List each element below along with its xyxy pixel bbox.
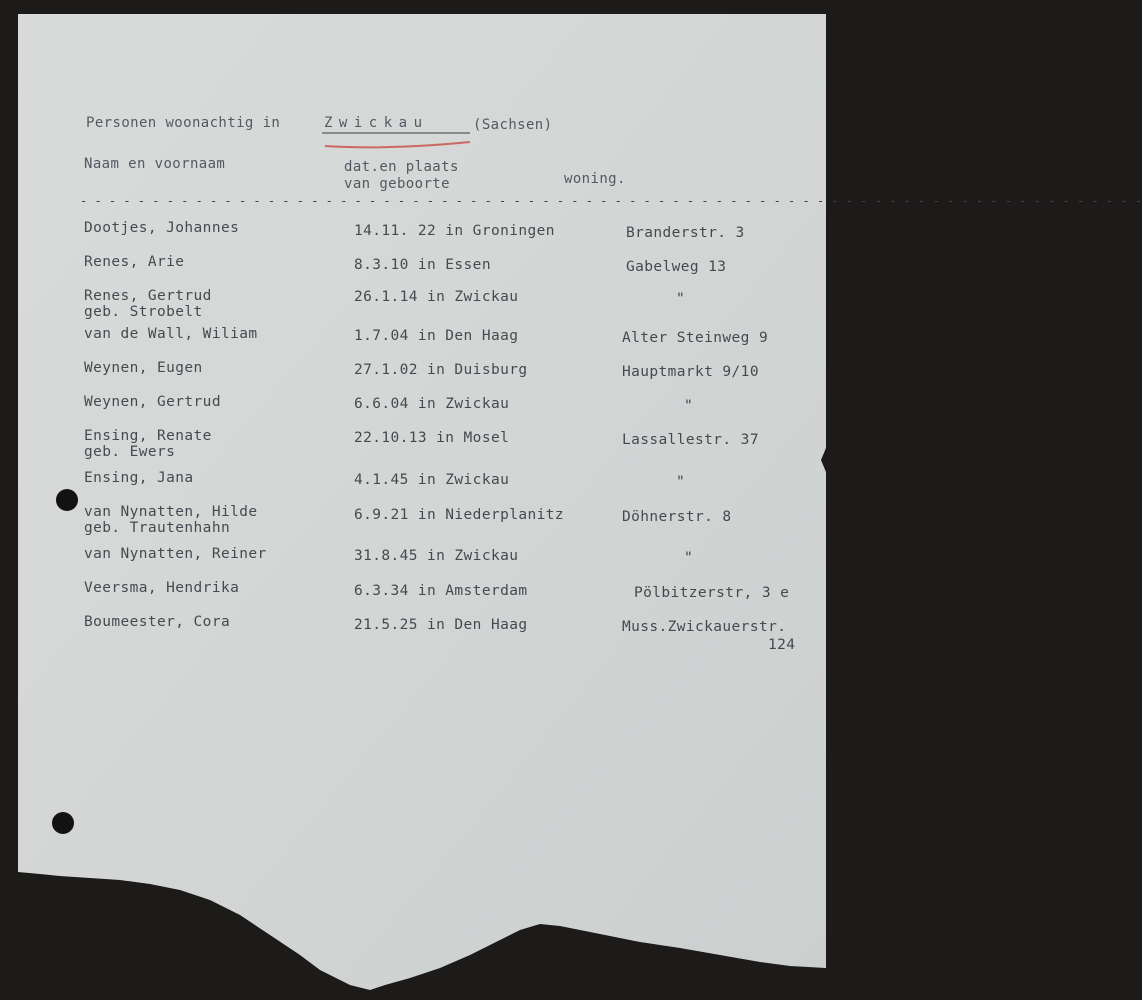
row-residence: Gabelweg 13 <box>626 259 727 275</box>
row-name: Ensing, Jana <box>84 470 194 486</box>
row-birth: 6.3.34 in Amsterdam <box>354 583 528 599</box>
row-residence: Döhnerstr. 8 <box>622 509 732 525</box>
row-residence: " <box>684 550 694 566</box>
column-header-residence: woning. <box>564 171 626 187</box>
row-birth: 22.10.13 in Mosel <box>354 430 510 446</box>
column-header-name: Naam en voornaam <box>84 156 226 172</box>
row-name: Veersma, Hendrika <box>84 580 240 596</box>
row-name: Dootjes, Johannes <box>84 220 240 236</box>
row-birth: 21.5.25 in Den Haag <box>354 617 528 633</box>
column-header-birth-line1: dat.en plaats <box>344 159 459 175</box>
row-birth: 27.1.02 in Duisburg <box>354 362 528 378</box>
row-name: van Nynatten, Hilde <box>84 504 258 520</box>
row-birth: 1.7.04 in Den Haag <box>354 328 519 344</box>
row-birth: 14.11. 22 in Groningen <box>354 223 555 239</box>
row-name: Renes, Arie <box>84 254 185 270</box>
row-residence: " <box>676 291 686 307</box>
heading-prefix: Personen woonachtig in <box>86 115 281 131</box>
row-birth: 26.1.14 in Zwickau <box>354 289 519 305</box>
row-name: Weynen, Gertrud <box>84 394 221 410</box>
row-residence: Hauptmarkt 9/10 <box>622 364 759 380</box>
row-birth: 6.6.04 in Zwickau <box>354 396 510 412</box>
row-residence: Lassallestr. 37 <box>622 432 759 448</box>
column-header-birth-line2: van geboorte <box>344 176 450 192</box>
row-name-line2: geb. Strobelt <box>84 304 203 320</box>
row-residence: Branderstr. 3 <box>626 225 745 241</box>
row-name: Renes, Gertrud <box>84 288 212 304</box>
row-name: van Nynatten, Reiner <box>84 546 267 562</box>
heading-suffix: (Sachsen) <box>473 117 553 133</box>
row-name: Boumeester, Cora <box>84 614 231 630</box>
row-name-line2: geb. Trautenhahn <box>84 520 231 536</box>
separator-line: - - - - - - - - - - - - - - - - - - - - - - - - - - - - - - - - - - - - - - - - - - - - - - - - - - - - - - - - - - - - - - - - - - - - - - - - - - <box>80 194 1142 208</box>
row-residence-line2: 124 <box>768 637 796 653</box>
row-residence: Muss.Zwickauerstr. <box>622 619 787 635</box>
row-residence: " <box>684 398 694 414</box>
row-residence: " <box>676 474 686 490</box>
row-name: Ensing, Renate <box>84 428 212 444</box>
row-birth: 8.3.10 in Essen <box>354 257 491 273</box>
row-name: Weynen, Eugen <box>84 360 203 376</box>
row-birth: 31.8.45 in Zwickau <box>354 548 519 564</box>
row-residence: Pölbitzerstr, 3 e <box>634 585 790 601</box>
row-residence: Alter Steinweg 9 <box>622 330 769 346</box>
heading-city: Zwickau <box>324 115 429 131</box>
row-birth: 6.9.21 in Niederplanitz <box>354 507 564 523</box>
row-birth: 4.1.45 in Zwickau <box>354 472 510 488</box>
row-name-line2: geb. Ewers <box>84 444 176 460</box>
row-name: van de Wall, Wiliam <box>84 326 258 342</box>
